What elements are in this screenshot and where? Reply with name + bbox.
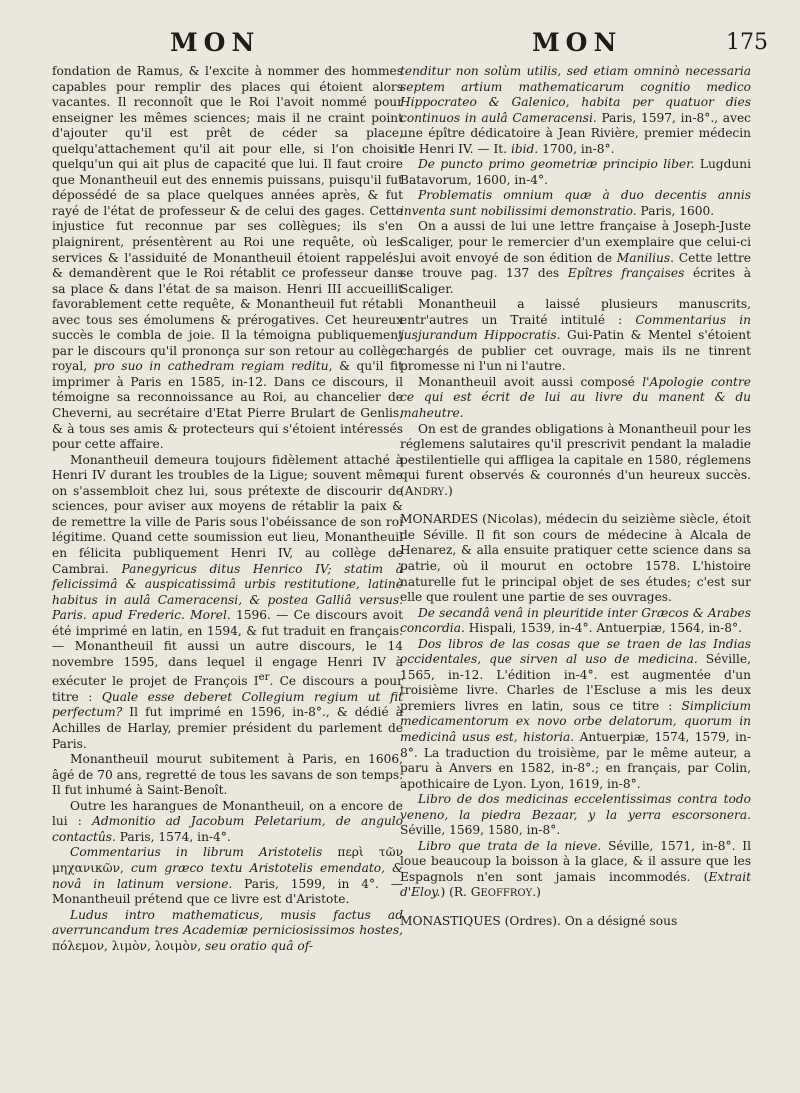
paragraph: Outre les harangues de Monantheuil, on a encore de lui : Admonitio ad Jacobum Peletarium, de angulo contactûs. Paris, 1574, in-4°. xyxy=(52,798,404,844)
paragraph: Monantheuil demeura toujours fidèlement attaché à Henri IV durant les troubles de la Ligue; souvent même on s'assembloit chez lui, sous prétexte de discourir de sciences, pour aviser aux moyens de rétablir la paix & de remettre la ville de Paris sous l'obéissance de son roi légitime. Quand cette soumission eut lieu, Monantheuil en félicita publiquement Henri IV, au collège de Cambrai. Panegyricus ditus Henrico IV; statim à felicissimâ & auspicatissimâ urbis restitutione, latinè habitus in aulâ Cameracensi, & postea Galliâ versus. Paris. apud Frederic. Morel. 1596. — Ce discours avoit été imprimé en latin, en 1594, & fut traduit en français. — Monantheuil fit aussi un autre discours, le 14 novembre 1595, dans lequel il engage Henri IV à exécuter le projet de François Ier. Ce discours a pour titre : Quale esse deberet Collegium regium ut fit perfectum? Il fut imprimé en 1596, in-8°., & dédié à Achilles de Harlay, premier président du parlement de Paris. xyxy=(52,452,403,751)
paragraph: De puncto primo geometriæ principio liber. Lugduni Batavorum, 1600, in-4°. xyxy=(400,157,751,187)
paragraph: On a aussi de lui une lettre française à Joseph-Juste Scaliger, pour le remercier d'un exemplaire que celui-ci lui avoit envoyé de son édition de Manilius. Cette lettre se trouve pag. 137 des Epîtres françaises écrites à Scaliger. xyxy=(400,219,751,296)
running-head-right: MON xyxy=(532,28,623,57)
paragraph: Ludus intro mathematicus, musis factus ad averruncandum tres Academiæ perniciosissimos hostes, πόλεμον, λιμὸν, λοιμὸν, seu oratio quâ of- xyxy=(52,907,403,953)
right-column xyxy=(400,64,751,930)
paragraph: De secandâ venâ in pleuritide inter Græcos & Arabes concordia. Hispali, 1539, in-4°. Antuerpiæ, 1564, in-8°. xyxy=(400,605,751,636)
paragraph: Problematis omnium quæ à duo decentis annis inventa sunt nobilissimi demonstratio. Paris, 1600. xyxy=(400,188,751,218)
paragraph: Monantheuil avoit aussi composé l'Apologie contre ce qui est écrit de lui au livre du manent & du maheutre. xyxy=(400,374,751,421)
paragraph: Dos libros de las cosas que se traen de las Indias occidentales, que sirven al uso de medicina. Séville, 1565, in-12. L'édition in-4°. est augmentée d'un troisième livre. Charles de l'Escluse a mis les deux premiers livres en latin, sous ce titre : Simplicium medicamentorum ex novo orbe delatorum, quorum in medicinâ usus est, historia. Antuerpiæ, 1574, 1579, in-8°. La traduction du troisième, par le même auteur, a paru à Anvers en 1582, in-8°.; en français, par Colin, apothicaire de Lyon. Lyon, 1619, in-8°. xyxy=(400,636,751,791)
paragraph: Libro de dos medicinas eccelentissimas contra todo veneno, la piedra Bezaar, y la yerra escorsonera. Séville, 1569, 1580, in-8°. xyxy=(400,792,751,838)
paragraph: Libro que trata de la nieve. Séville, 1571, in-8°. Il loue beaucoup la boisson à la glace, & il assure que les Espagnols n'en sont jamais incommodés. (Extrait d'Eloy.) (R. GEOFFROY.) xyxy=(400,838,751,900)
paragraph: Monantheuil mourut subitement à Paris, en 1606, âgé de 70 ans, regretté de tous les savans de son temps. Il fut inhumé à Saint-Benoît. xyxy=(52,752,403,798)
left-column xyxy=(52,64,403,954)
paragraph: MONARDES (Nicolas), médecin du seizième siècle, étoit de Séville. Il fit son cours de médecine à Alcala de Henarez, & alla ensuite pratiquer cette science dans sa patrie, où il mourut en octobre 1578. L'histoire naturelle fut le principal objet de ses études; c'est sur elle que roulent une partie de ses ouvrages. xyxy=(400,512,751,605)
paragraph: tenditur non solùm utilis, sed etiam omninò necessaria septem artium mathematicarum cognitio medico Hippocrateo & Galenico, habita per quatuor dies continuos in aulâ Cameracensi. Paris, 1597, in-8°., avec une épître dédicatoire à Jean Rivière, premier médecin de Henri IV. — It. ibid. 1700, in-8°. xyxy=(400,64,751,156)
paragraph: Commentarius in librum Aristotelis περὶ τῶν μηχανικῶν, cum græco textu Aristotelis emendato, & novâ in latinum versione. Paris, 1599, in 4°. — Monantheuil prétend que ce livre est d'Aristote. xyxy=(52,845,403,907)
paragraph: fondation de Ramus, & l'excite à nommer des hommes capables pour remplir des places qui étoient alors vacantes. Il reconnoît que le Roi l'avoit nommé pour enseigner les mêmes sciences; mais il ne craint point d'ajouter qu'il est prêt de céder sa place, quelqu'attachement qu'il ait pour elle, si l'on choisit quelqu'un qui ait plus de capacité que lui. Il faut croire que Monantheuil eut des ennemis puissans, puisqu'il fut dépossédé de sa place quelques années après, & fut rayé de l'état de professeur & de celui des gages. Cette injustice fut reconnue par ses collègues; ils s'en plaignirent, présentèrent au Roi une requête, où les services & l'assiduité de Monantheuil étoient rappelés, & demandèrent que le Roi rétablit ce professeur dans sa place & dans l'état de sa maison. Henri III accueillit favorablement cette requête, & Monantheuil fut rétabli avec tous ses émolumens & prérogatives. Cet heureux succès le combla de joie. Il la témoigna publiquement par le discours qu'il prononça sur son retour au collège royal, pro suo in cathedram regiam reditu, & qu'il fit imprimer à Paris en 1585, in-12. Dans ce discours, il témoigne sa reconnoissance au Roi, au chancelier de Cheverni, au secrétaire d'Etat Pierre Brulart de Genlis, & à tous ses amis & protecteurs qui s'étoient intéressés pour cette affaire. xyxy=(52,64,403,452)
running-head-left: MON xyxy=(170,28,261,57)
page-number: 175 xyxy=(726,30,768,55)
paragraph: Monantheuil a laissé plusieurs manuscrits, entr'autres un Traité intitulé : Commentarius in jusjurandum Hippocratis. Gui-Patin & Mentel s'étoient chargés de publier cet ouvrage, mais ils ne tinrent promesse ni l'un ni l'autre. xyxy=(400,297,752,374)
paragraph: MONASTIQUES (Ordres). On a désigné sous xyxy=(400,913,678,928)
paragraph: On est de grandes obligations à Monantheuil pour les réglemens salutaires qu'il prescrivit pendant la maladie pestilentielle qui affligea la capitale en 1580, réglemens qui furent observés & couronnés d'un heureux succès. (ANDRY.) xyxy=(400,421,751,498)
